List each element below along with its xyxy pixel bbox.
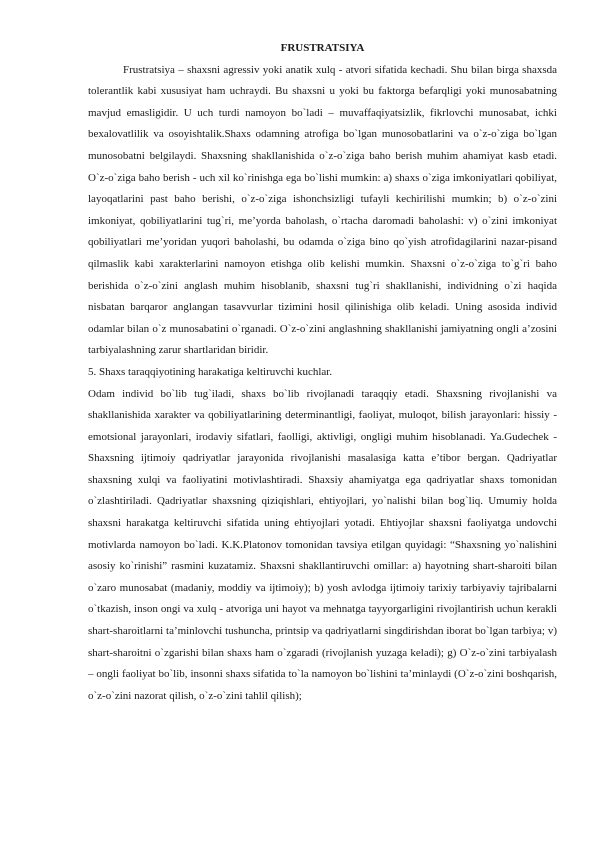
paragraph-frustration: Frustratsiya – shaxsni agressiv yoki anatik xulq - atvori sifatida kechadi. Shu bilan birga shaxsda tolerantlik kabi xususiyat ham uchraydi. Bu shaxsni u yoki bu faktorga befarqligi yoki munosabatning mavjud emasligidir. U uch turdi namoyon bo`ladi – muvaffaqiyatsizlik, fikrlovchi munosabat, ichki bexalovatlilik va osoyishtalik.Shaxs odamning atrofiga bo`lgan munosobatlarini va o`z-o`ziga bo`lgan munosobatni belgilaydi. Shaxsning shakllanishida o`z-o`ziga baho berish muhim ahamiyat kasb etadi. O`z-o`ziga baho berish - uch xil ko`rinishga ega bo`lishi mumkin: a) shaxs o`ziga imkoniyatlari qobiliyat, layoqatlarini past baho berishi, o`z-o`ziga ishonchsizligi tufayli kechirilishi mumkin; b) o`z-o`zini imkoniyat, qobiliyatlarini tug`ri, me’yorda baholash, o`rtacha daromadi baholashi: v) o`zini imkoniyat qobiliyatlari me’yoridan yuqori baholashi, bu odamda o`ziga bino qo`yish atrofidagilarini nazar-pisand qilmaslik kabi xarakterlarini namoyon etishga olib kelishi mumkin. Shaxsni o`z-o`ziga to`g`ri baho berishida o`z-o`zini anglash muhim hisoblanib, shaxsni tug`ri shakllanishi, individning o`zi haqida nisbatan barqaror anglangan tasavvurlar tizimini hosil qilinishiga olib keladi. Uning asosida individ odamlar bilan o`z munosabatini o`rganadi. O`z-o`zini anglashning shakllanishi jamiyatning ongli a’zosini tarbiyalashning zarur shartlaridan biridir.: [88, 63, 557, 357]
document-page: [88, 38, 557, 707]
paragraph-development: Odam individ bo`lib tug`iladi, shaxs bo`lib rivojlanadi taraqqiy etadi. Shaxsning rivojlanishi va shakllanishida xarakter va qobiliyatlarining determinantligi, faoliyat, muloqot, bilish jarayonlari: hissiy - emotsional jarayonlari, irodaviy sifatlari, faolligi, aktivligi, ongligi muhim hisoblanadi. Ya.Gudechek - Shaxsning ijtimoiy qadriyatlar jarayonida rivojlanishi masalasiga katta e’tibor bergan. Qadriyatlar shaxsning xulqi va faoliyatini motivlashtiradi. Shaxsiy ahamiyatga ega qadriyatlar shaxs tomonidan o`zlashtiriladi. Qadriyatlar shaxsning qiziqishlari, ehtiyojlari, yo`nalishi bilan bog`liq. Umumiy holda shaxsni harakatga keltiruvchi sifatida uning ehtiyojlari yotadi. Ehtiyojlar shaxsni faoliyatga undovchi motivlarda namoyon bo`ladi. K.K.Platonov tomonidan tavsiya etilgan quyidagi: “Shaxsning yo`nalishini asosiy ko`rinishi” rasmini kuzatamiz. Shaxsni shakllantiruvchi omillar: a) hayotning shart-sharoiti bilan o`zaro munosabat (madaniy, moddiy va ijtimoiy); b) yosh avlodga ijtimoiy tarixiy tarbiyaviy tajribalarni o`tkazish, inson ongi va xulq - atvoriga uni hayot va mehnatga tayyorgarligini rivojlantirish uchun kerakli shart-sharoitlarni ta’minlovchi tushuncha, printsip va qadriyatlarni singdirishdan iborat bo`lgan tarbiya; v) shart-sharoitni o`zgarishi bilan shaxs ham o`zgaradi (rivojlanish yuzaga keladi); g) O`z-o`zini tarbiyalash – ongli faoliyat bo`lib, insonni shaxs sifatida to`la namoyon bo`lishini ta’minlaydi (O`z-o`zini boshqarish, o`z-o`zini nazorat qilish, o`z-o`zini tahlil qilish);: [88, 387, 557, 702]
section-heading-driving-forces: 5. Shaxs taraqqiyotining harakatiga keltiruvchi kuchlar.: [88, 365, 333, 378]
document-title: FRUSTRATSIYA: [280, 42, 365, 54]
